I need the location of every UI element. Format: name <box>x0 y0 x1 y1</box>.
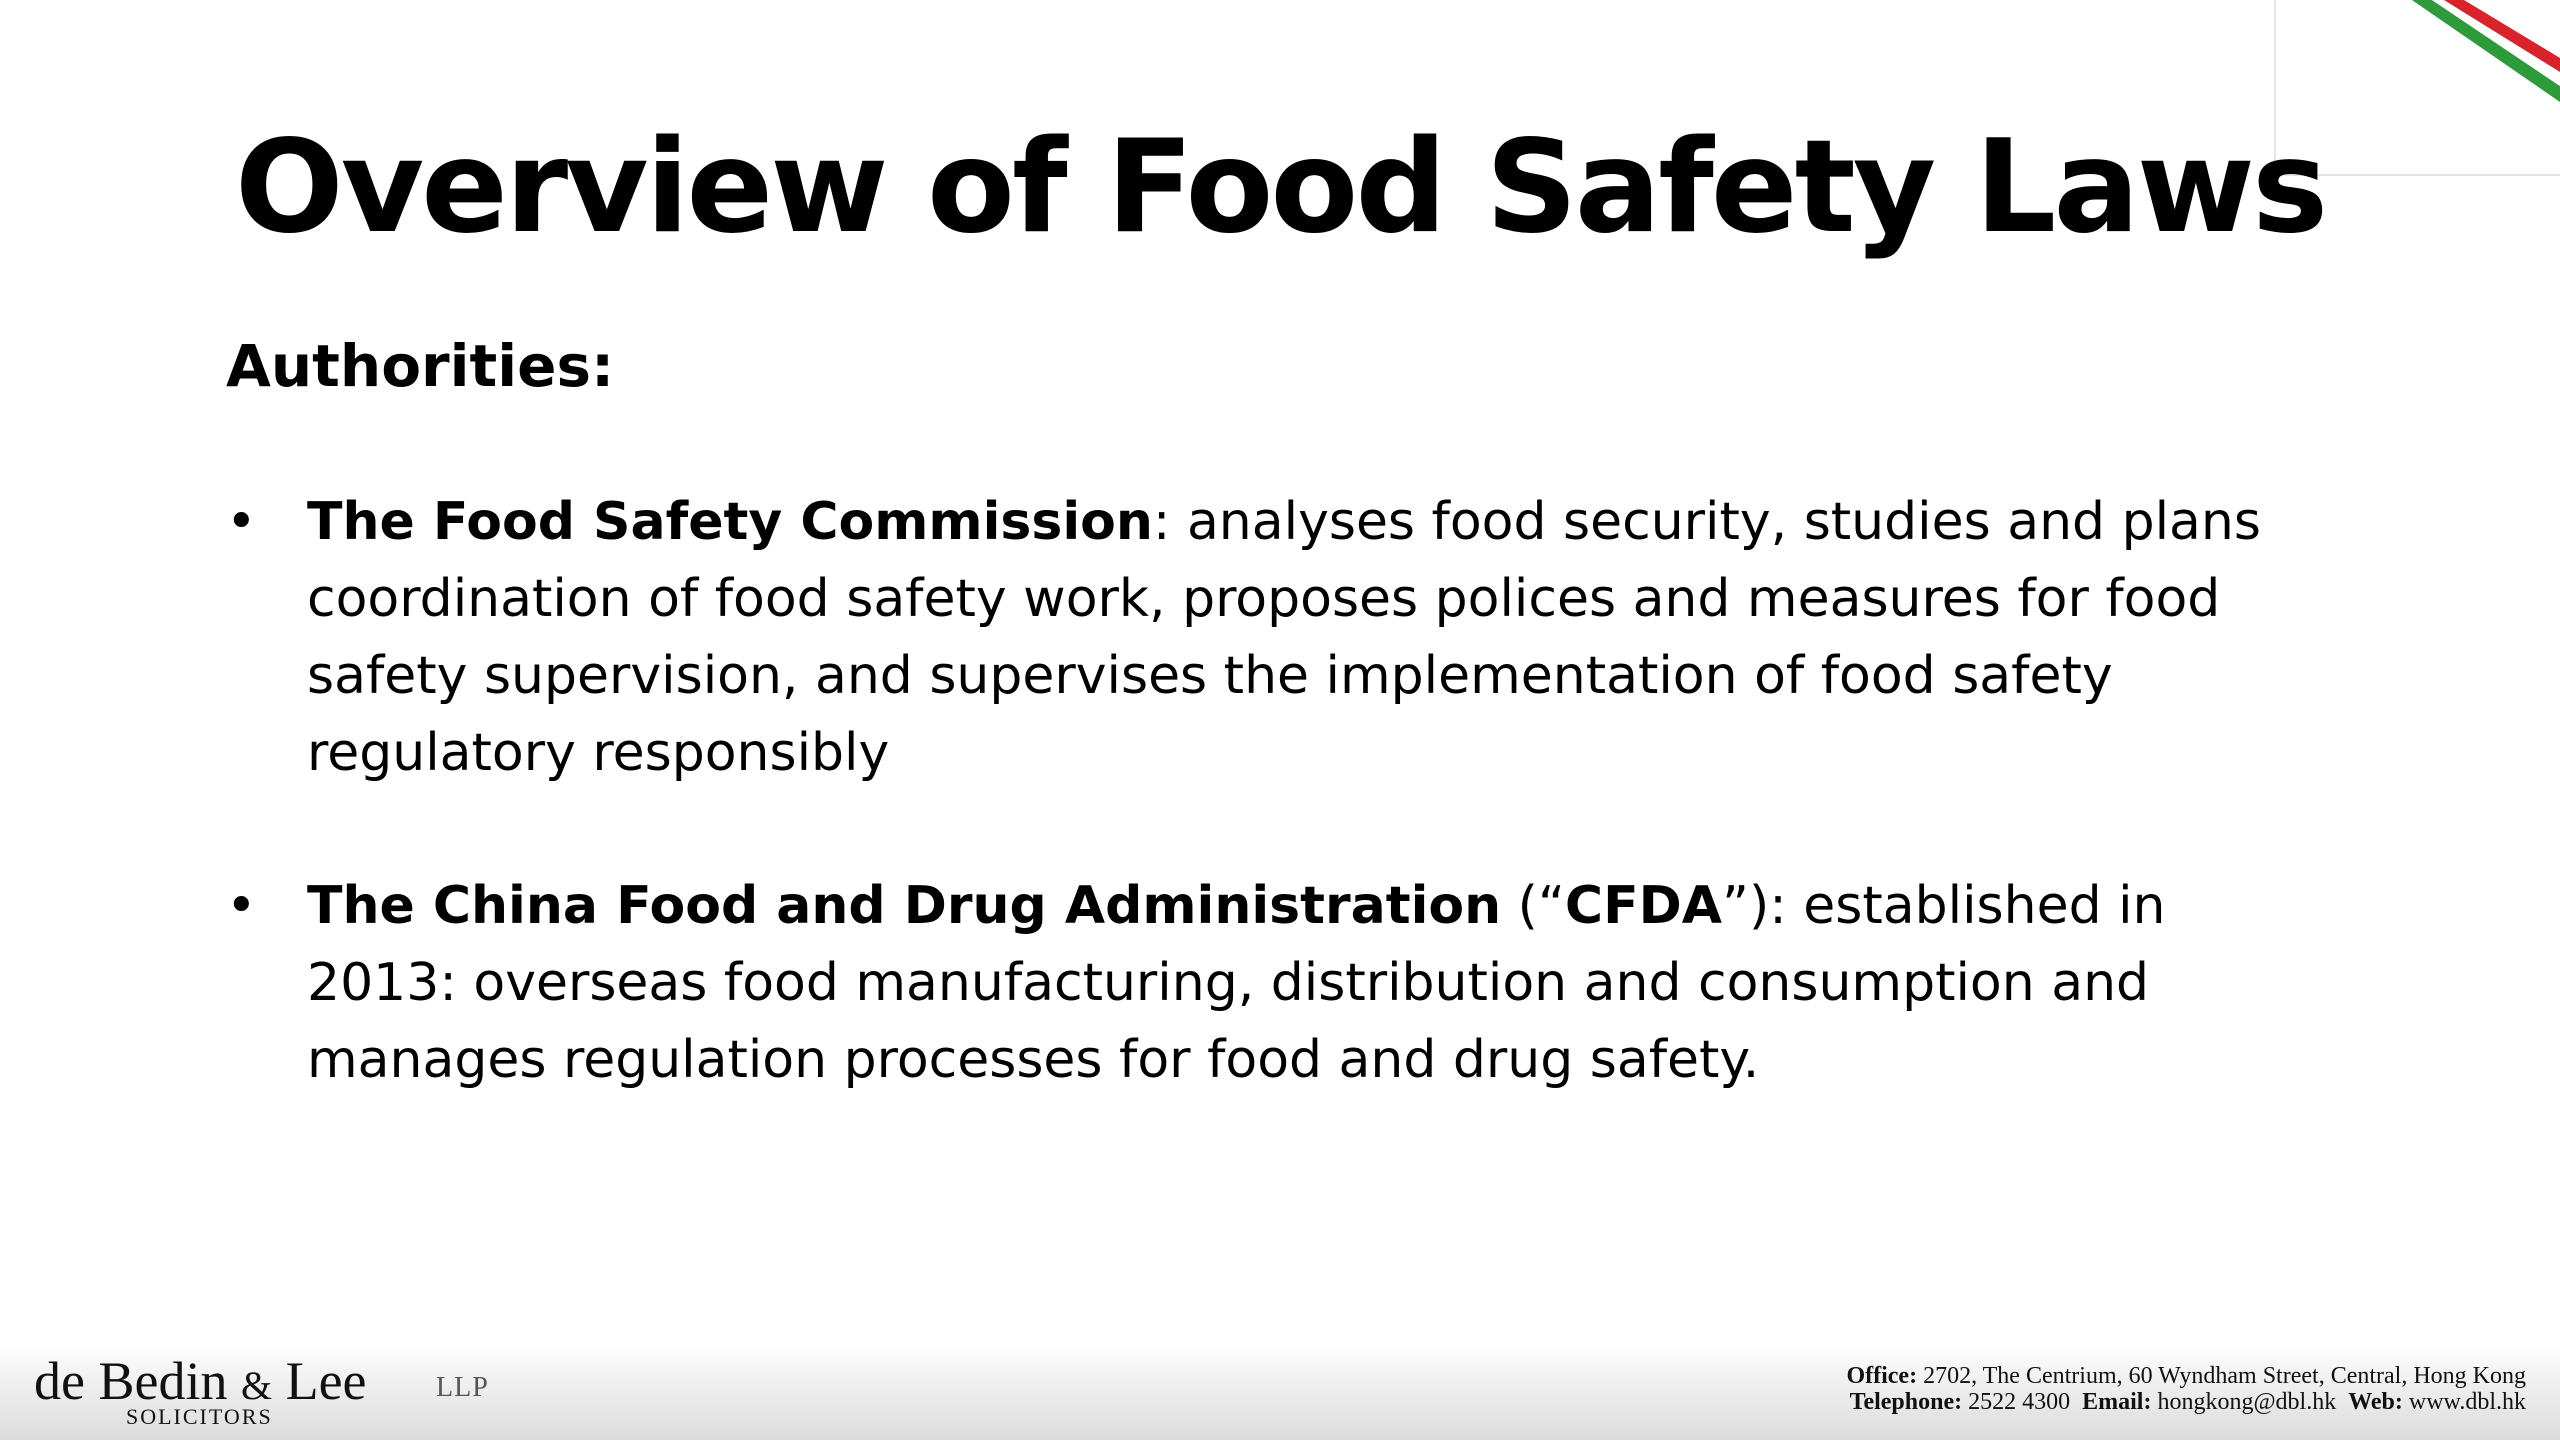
office-address: 2702, The Centrium, 60 Wyndham Street, Central, Hong Kong <box>1923 1363 2526 1389</box>
section-heading: Authorities: <box>226 332 615 400</box>
bullet-description: : analyses food security, studies and plans coordination of food safety work, proposes polices and measures for food safety supervision, and supervises the implementation of food safety regulatory responsibly <box>307 492 2261 783</box>
website-link[interactable]: www.dbl.hk <box>2408 1389 2526 1415</box>
web-label: Web: <box>2348 1389 2403 1415</box>
bullet-text <box>307 484 2327 792</box>
logo-subtitle: SOLICITORS <box>126 1404 273 1429</box>
telephone-label: Telephone: <box>1849 1389 1963 1415</box>
office-address-line <box>1846 1362 2526 1390</box>
logo-name-first: de Bedin <box>34 1351 228 1411</box>
logo-llp: LLP <box>436 1372 489 1403</box>
email-address[interactable]: hongkong@dbl.hk <box>2157 1389 2337 1415</box>
bullet-abbreviation: CFDA <box>1564 876 1723 936</box>
bullet-paren-open: (“ <box>1501 876 1565 936</box>
bullet-text <box>307 868 2327 1099</box>
bullet-marker: • <box>226 492 257 552</box>
bullet-description: ”): established in 2013: overseas food manufacturing, distribution and consumption and manages regulation processes for food and drug safety. <box>307 876 2166 1090</box>
bullet-bold-term: The Food Safety Commission <box>307 492 1153 552</box>
contact-line <box>1850 1388 2526 1416</box>
logo-ampersand: & <box>240 1363 273 1408</box>
telephone-number: 2522 4300 <box>1968 1389 2071 1415</box>
slide-title: Overview of Food Safety Laws <box>234 113 2326 262</box>
email-label: Email: <box>2082 1389 2152 1415</box>
bullet-bold-term: The China Food and Drug Administration <box>307 876 1502 936</box>
office-label: Office: <box>1846 1363 1918 1389</box>
bullet-marker: • <box>226 876 257 936</box>
logo-name-second: Lee <box>285 1351 367 1411</box>
tricolor-stripes-decoration <box>2400 0 2560 110</box>
